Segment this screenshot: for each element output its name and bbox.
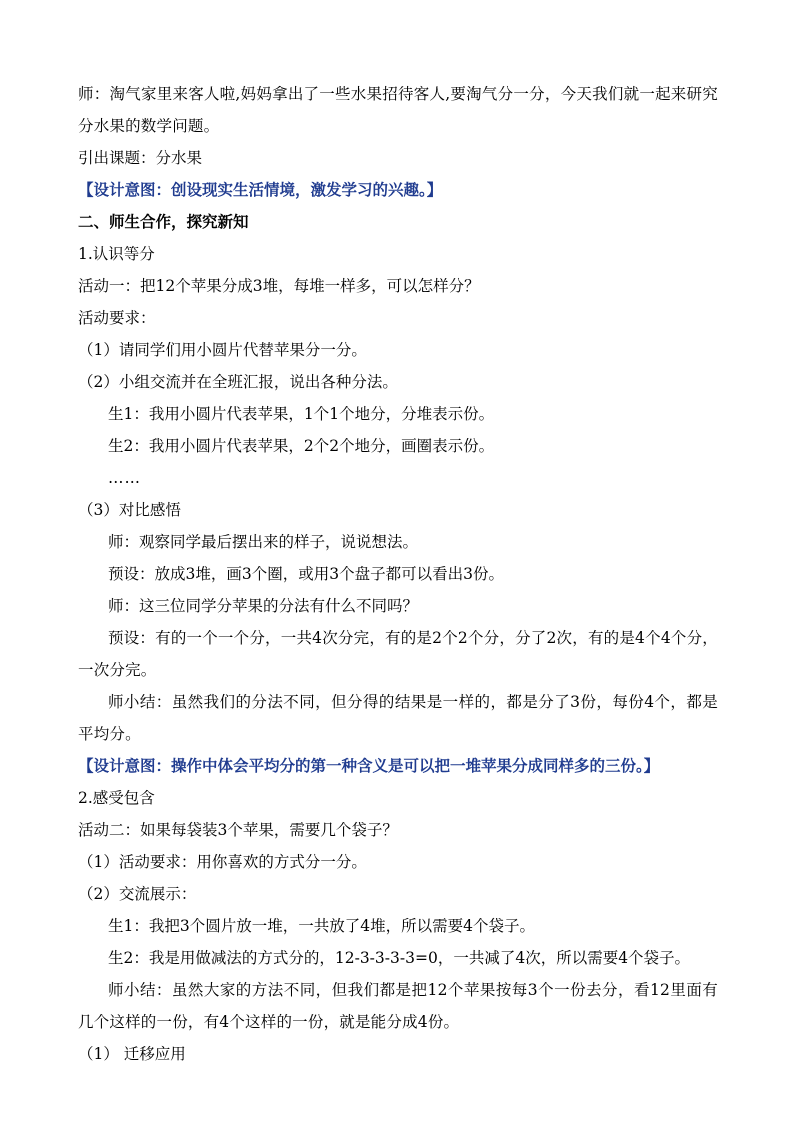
document-page — [78, 78, 718, 1070]
activity-requirements: 活动要求： — [78, 309, 156, 327]
design-intent-2: 【设计意图：操作中体会平均分的第一种含义是可以把一堆苹果分成同样多的三份。】 — [78, 756, 660, 775]
activity-two-req-1: （1）活动要求：用你喜欢的方式分一分。 — [78, 853, 367, 871]
paragraph-teacher-intro: 师：淘气家里来客人啦,妈妈拿出了一些水果招待客人,要淘气分一分，今天我们就一起来研究分水果的数学问题。 — [78, 85, 718, 135]
requirement-3: （3）对比感悟 — [78, 501, 181, 519]
teacher-summary-2: 师小结：虽然大家的方法不同，但我们都是把12个苹果按每3个一份去分，看12里面有几个这样的一份，有4个这样的一份，就是能分成4份。 — [78, 981, 718, 1031]
activity-two-req-2: （2）交流展示： — [78, 885, 197, 903]
section-heading-2: 二、师生合作，探究新知 — [78, 212, 249, 231]
activity-one: 活动一：把12个苹果分成3堆，每堆一样多，可以怎样分？ — [78, 277, 480, 295]
requirement-2: （2）小组交流并在全班汇报，说出各种分法。 — [78, 373, 398, 391]
ellipsis: …… — [108, 469, 141, 487]
paragraph-topic: 引出课题：分水果 — [78, 149, 203, 167]
preset-1: 预设：放成3堆，画3个圈，或用3个盘子都可以看出3份。 — [108, 565, 504, 583]
student-1-answer: 生1：我用小圆片代表苹果，1个1个地分，分堆表示份。 — [108, 405, 495, 423]
transfer-application: （1） 迁移应用 — [78, 1045, 186, 1063]
requirement-1: （1）请同学们用小圆片代替苹果分一分。 — [78, 341, 367, 359]
student-2-bag-answer: 生2：我是用做减法的方式分的，12-3-3-3-3=0，一共减了4次，所以需要4个袋子。 — [108, 949, 691, 967]
activity-two: 活动二：如果每袋装3个苹果，需要几个袋子？ — [78, 821, 398, 839]
student-1-bag-answer: 生1：我把3个圆片放一堆，一共放了4堆，所以需要4个袋子。 — [108, 917, 535, 935]
teacher-question: 师：这三位同学分苹果的分法有什么不同吗？ — [108, 597, 419, 615]
preset-2: 预设：有的一个一个分，一共4次分完，有的是2个2个分，分了2次，有的是4个4个分，一次分完。 — [78, 629, 718, 679]
subsection-heading-2: 2.感受包含 — [78, 789, 155, 807]
student-2-answer: 生2：我用小圆片代表苹果，2个2个地分，画圈表示份。 — [108, 437, 495, 455]
teacher-observe: 师：观察同学最后摆出来的样子，说说想法。 — [108, 533, 419, 551]
subsection-heading-1: 1.认识等分 — [78, 245, 155, 263]
design-intent-1: 【设计意图：创设现实生活情境，激发学习的兴趣。】 — [78, 180, 443, 199]
teacher-summary-1: 师小结：虽然我们的分法不同，但分得的结果是一样的，都是分了3份，每份4个，都是平均分。 — [78, 693, 718, 743]
